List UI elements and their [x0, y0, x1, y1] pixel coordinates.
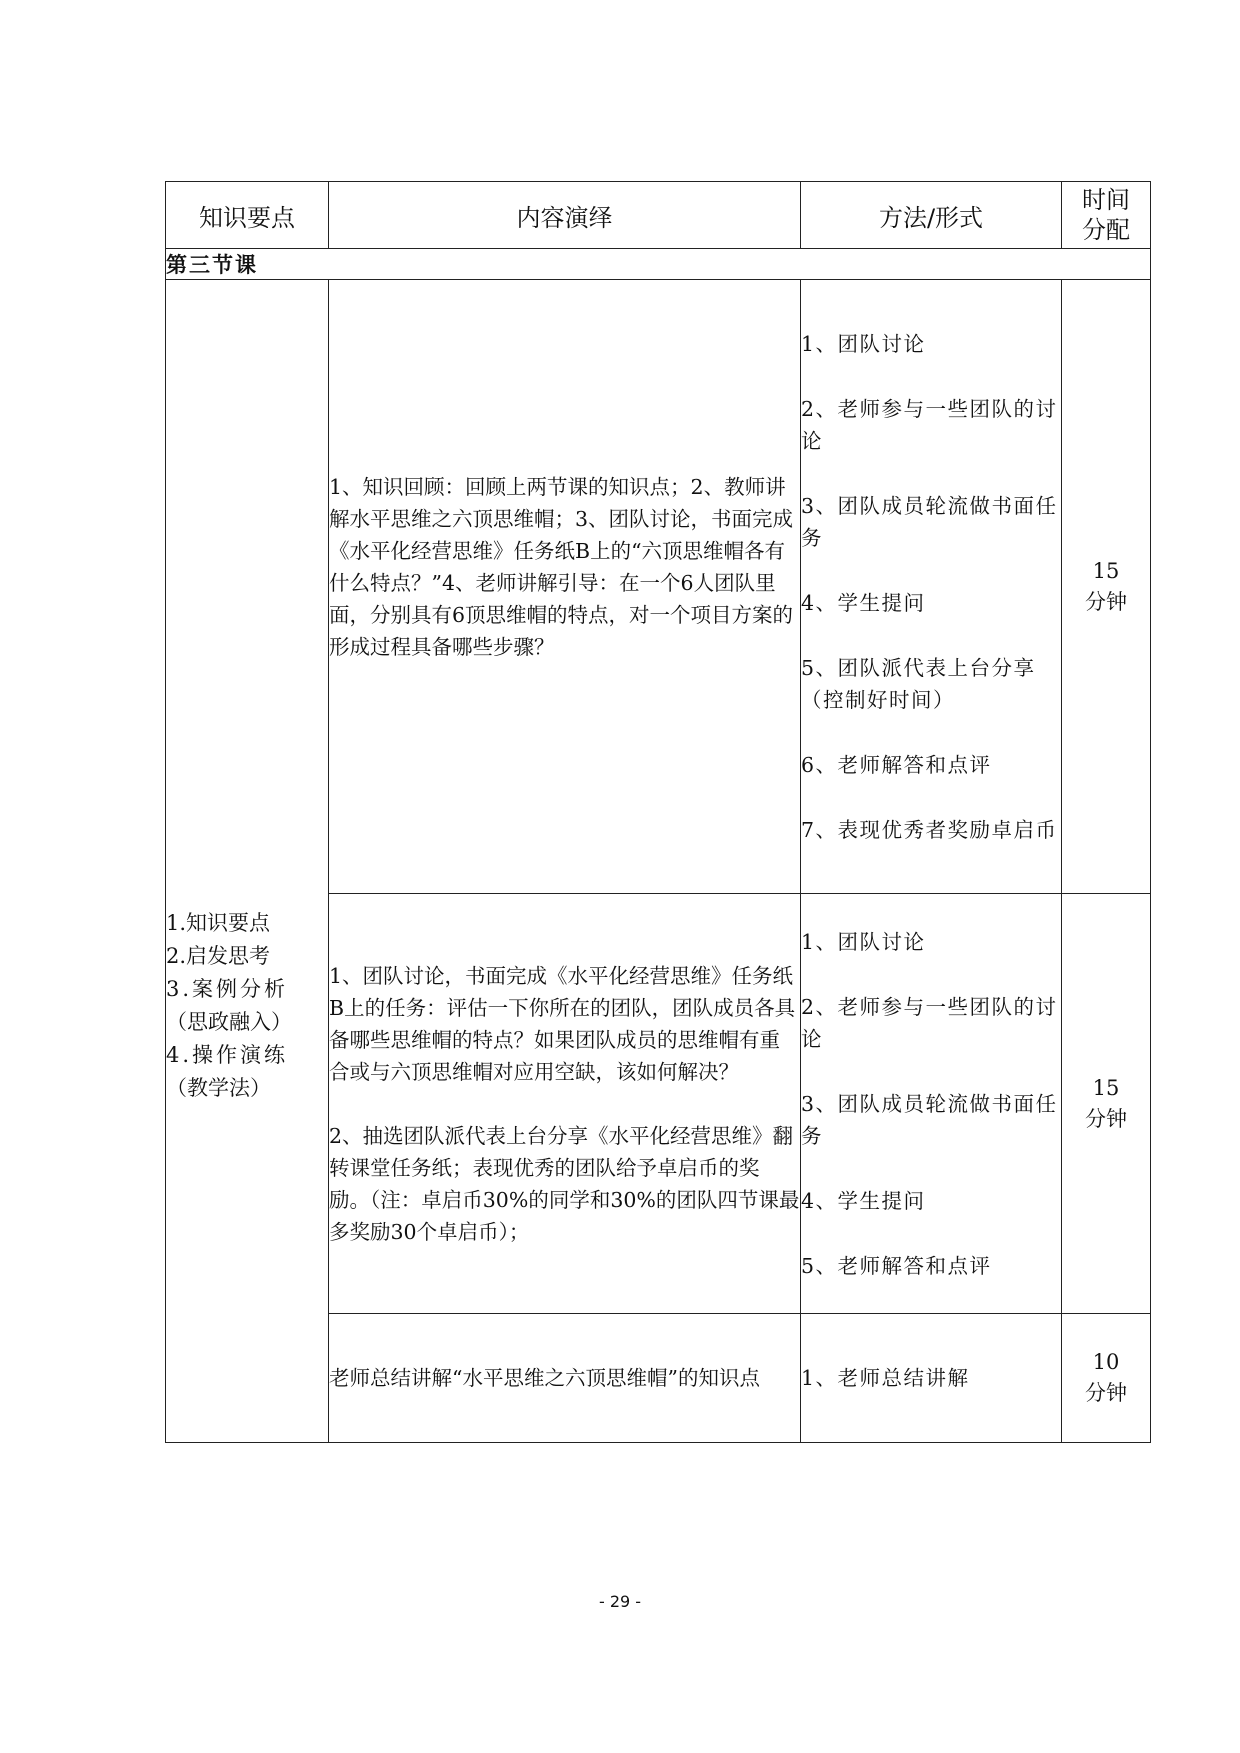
method-cell: [801, 894, 1062, 1314]
method-item: 5、团队派代表上台分享（控制好时间）: [801, 655, 1036, 712]
header-knowledge-points: 知识要点: [166, 182, 329, 249]
knowledge-point: （思政融入）: [166, 1010, 292, 1034]
time-unit: 分钟: [1085, 1106, 1127, 1131]
knowledge-point: 4.操作演练: [166, 1043, 289, 1067]
header-time: [1062, 182, 1151, 249]
lesson-plan-table: [165, 181, 1151, 1443]
content-paragraph: 1、知识回顾：回顾上两节课的知识点；2、教师讲解水平思维之六顶思维帽；3、团队讨论，书面完成《水平化经营思维》任务纸B上的“六顶思维帽各有什么特点？”4、老师讲解引导：在一个6人团队里面，分别具有6顶思维帽的特点，对一个项目方案的形成过程具备哪些步骤？: [329, 474, 794, 659]
header-method: 方法/形式: [801, 182, 1062, 249]
time-cell: [1062, 280, 1151, 894]
content-cell: [329, 894, 801, 1314]
method-item: 2、老师参与一些团队的讨论: [801, 396, 1058, 453]
knowledge-point: 1.知识要点: [166, 911, 271, 935]
content-cell: [329, 280, 801, 894]
header-time-line2: 分配: [1082, 216, 1130, 244]
time-value: 10: [1092, 1350, 1120, 1374]
method-cell: [801, 280, 1062, 894]
table-header-row: [166, 182, 1151, 249]
method-item: 5、老师解答和点评: [801, 1253, 992, 1278]
time-value: 15: [1092, 1075, 1120, 1100]
content-paragraph: 1、团队讨论，书面完成《水平化经营思维》任务纸B上的任务：评估一下你所在的团队，团队成员各具备哪些思维帽的特点？如果团队成员的思维帽有重合或与六顶思维帽对应用空缺，该如何解决？: [329, 963, 796, 1084]
method-item: 2、老师参与一些团队的讨论: [801, 994, 1058, 1051]
knowledge-point: 3.案例分析: [166, 977, 289, 1001]
content-paragraph: 2、抽选团队派代表上台分享《水平化经营思维》翻转课堂任务纸；表现优秀的团队给予卓启币的奖励。（注：卓启币30%的同学和30%的团队四节课最多奖励30个卓启币）；: [329, 1123, 800, 1244]
method-item: 3、团队成员轮流做书面任务: [801, 493, 1058, 550]
page-number: - 29 -: [598, 1592, 642, 1611]
method-item: 1、团队讨论: [801, 331, 926, 356]
method-item: 4、学生提问: [801, 1188, 926, 1213]
content-paragraph: 老师总结讲解“水平思维之六顶思维帽”的知识点: [329, 1366, 760, 1390]
knowledge-point: 2.启发思考: [166, 944, 271, 968]
method-item: 1、老师总结讲解: [801, 1366, 970, 1390]
method-item: 6、老师解答和点评: [801, 752, 992, 777]
section-row: [166, 249, 1151, 280]
method-item: 4、学生提问: [801, 590, 926, 615]
time-unit: 分钟: [1085, 589, 1127, 614]
header-content: 内容演绎: [329, 182, 801, 249]
time-unit: 分钟: [1085, 1381, 1127, 1405]
time-cell: [1062, 1314, 1151, 1443]
table-row: [166, 280, 1151, 894]
method-item: 7、表现优秀者奖励卓启币: [801, 817, 1058, 842]
method-item: 1、团队讨论: [801, 929, 926, 954]
knowledge-point: （教学法）: [166, 1076, 271, 1100]
section-title: 第三节课: [166, 249, 1151, 280]
method-cell: [801, 1314, 1062, 1443]
method-item: 3、团队成员轮流做书面任务: [801, 1091, 1058, 1148]
time-cell: [1062, 894, 1151, 1314]
time-value: 15: [1092, 558, 1120, 583]
header-time-line1: 时间: [1082, 186, 1130, 214]
knowledge-points-cell: [166, 280, 329, 1443]
content-cell: [329, 1314, 801, 1443]
